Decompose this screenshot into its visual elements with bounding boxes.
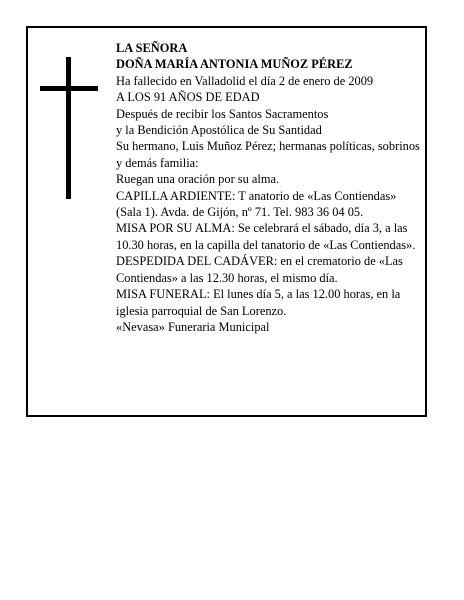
age-line: A LOS 91 AÑOS DE EDAD [116, 90, 260, 105]
cross-vertical-bar [66, 57, 71, 199]
funeral-home-line: «Nevasa» Funeraria Municipal [116, 319, 270, 334]
notice-title: LA SEÑORA [116, 41, 188, 55]
cross-horizontal-bar [40, 86, 98, 91]
funeral-mass-line: MISA FUNERAL: El lunes día 5, a las 12.00 horas, en la iglesia parroquial de San Lorenzo. [116, 287, 401, 318]
cross-icon [40, 57, 98, 199]
death-announcement: Ha fallecido en Valladolid el día 2 de enero de 2009 [116, 73, 374, 88]
obituary-notice [26, 26, 427, 417]
mass-line: MISA POR SU ALMA: Se celebrará el sábado, día 3, a las 10.30 horas, en la capilla del tanatorio de «Las Contiendas». [116, 221, 416, 252]
notice-text [116, 40, 422, 335]
chapel-line: CAPILLA ARDIENTE: T anatorio de «Las Contiendas» (Sala 1). Avda. de Gijón, nº 71. Tel. 983 36 04 05. [116, 188, 397, 220]
family-line: Su hermano, Luis Muñoz Pérez; hermanas políticas, sobrinos y demás familia: [116, 139, 420, 170]
sacraments-line: Después de recibir los Santos Sacramentos [116, 106, 329, 121]
deceased-name: DOÑA MARÍA ANTONIA MUÑOZ PÉREZ [116, 57, 353, 72]
blessing-line: y la Bendición Apostólica de Su Santidad [116, 123, 322, 138]
farewell-line: DESPEDIDA DEL CADÁVER: en el crematorio de «Las Contiendas» a las 12.30 horas, el mismo día. [116, 254, 403, 285]
prayer-line: Ruegan una oración por su alma. [116, 172, 280, 187]
